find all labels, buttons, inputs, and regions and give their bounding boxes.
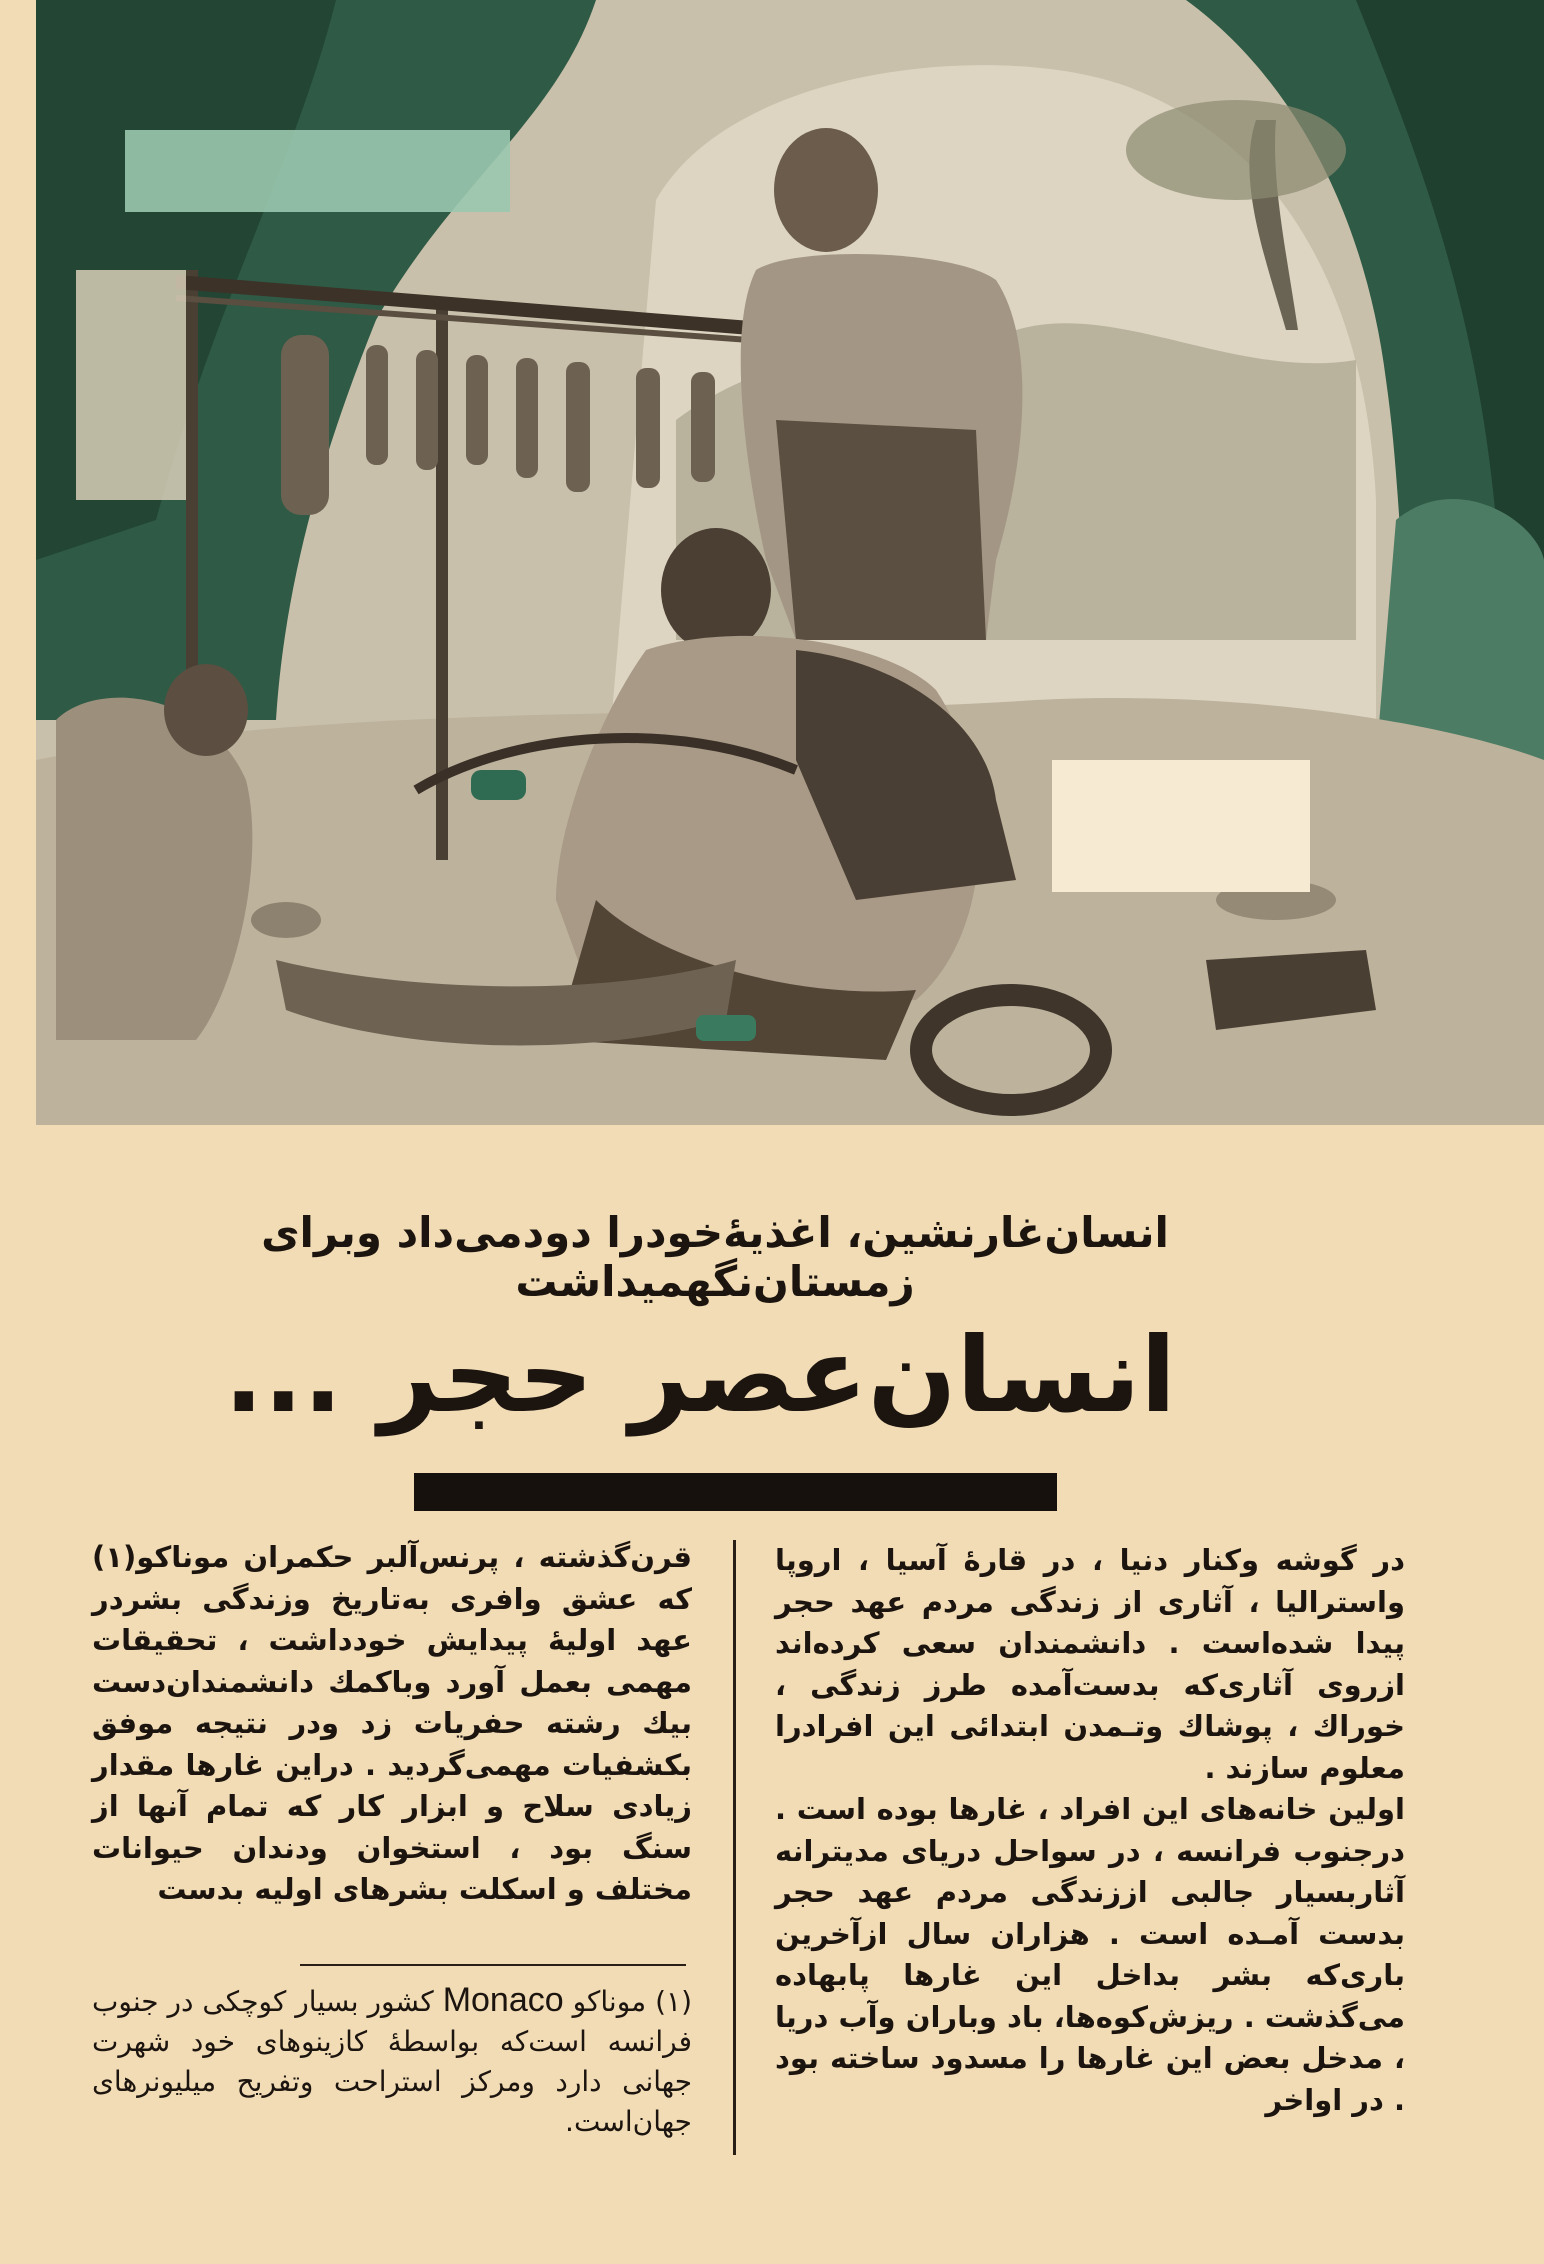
footnote-latin-term: Monaco xyxy=(442,1981,564,2019)
article-subtitle: انسان‌غارنشین، اغذیهٔ‌خودرا دودمی‌داد وبرای زمستان‌نگهمیداشت xyxy=(261,1208,1169,1306)
title-underline-bar xyxy=(414,1473,1057,1511)
paragraph: قرن‌گذشته ، پرنس‌آلبر حکمران موناکو(۱) که عشق وافری به‌تاریخ وزندگی بشردر عهد اولیهٔ پیدایش خودداشت ، تحقیقات مهمی بعمل آورد وباکمك دانشمندان‌دست بیك رشته حفریات زد ودر نتیجه موفق بکشفیات مهمی‌گردید . دراین غارها مقدار زیادی سلاح و ابزار کار که تمام آنها از سنگ بود ، استخوان ودندان حیوانات مختلف و اسکلت بشرهای اولیه بدست xyxy=(92,1540,692,1906)
paragraph: در گوشه وکنار دنیا ، در قارهٔ آسیا ، اروپا واسترالیا ، آثاری از زندگی مردم عهد حجر پیدا شده‌است . دانشمندان سعی کرده‌اند ازروی آثاری‌که بدست‌آمده طرز زندگی ، خوراك ، پوشاك وتـمدن ابتدائی این افرادرا معلوم سازند . xyxy=(775,1543,1405,1785)
footnote-rule xyxy=(300,1964,686,1966)
left-column-text xyxy=(92,1537,692,1911)
footnote-prefix: (۱) موناکو xyxy=(572,1985,693,2018)
blank-caption-box xyxy=(125,130,510,212)
column-divider xyxy=(733,1540,736,2155)
right-column-text xyxy=(775,1540,1405,2121)
paragraph: اولین خانه‌های این افراد ، غارها بوده است . درجنوب فرانسه ، در سواحل دریای مدیترانه آثاربسیار جالبی اززندگی مردم عهد حجر بدست آمـده است . هزاران سال ازآخرین باری‌که بشر بداخل این غارها پابهاده می‌گذشت . ریزش‌کوه‌ها، باد وباران وآب دریا ، مدخل بعض این غارها را مسدود ساخته بود . در اواخر xyxy=(775,1792,1405,2117)
footnote-text: کشور بسیار کوچکی در جنوب فرانسه است‌که بواسطهٔ کازینوهای خود شهرت جهانی دارد ومرکز استراحت وتفریح میلیونرهای جهان‌است. xyxy=(92,1985,692,2138)
blank-caption-box-right xyxy=(1052,760,1310,892)
article-title: انسان‌عصر حجر ... xyxy=(223,1314,1177,1436)
footnote xyxy=(92,1980,692,2142)
